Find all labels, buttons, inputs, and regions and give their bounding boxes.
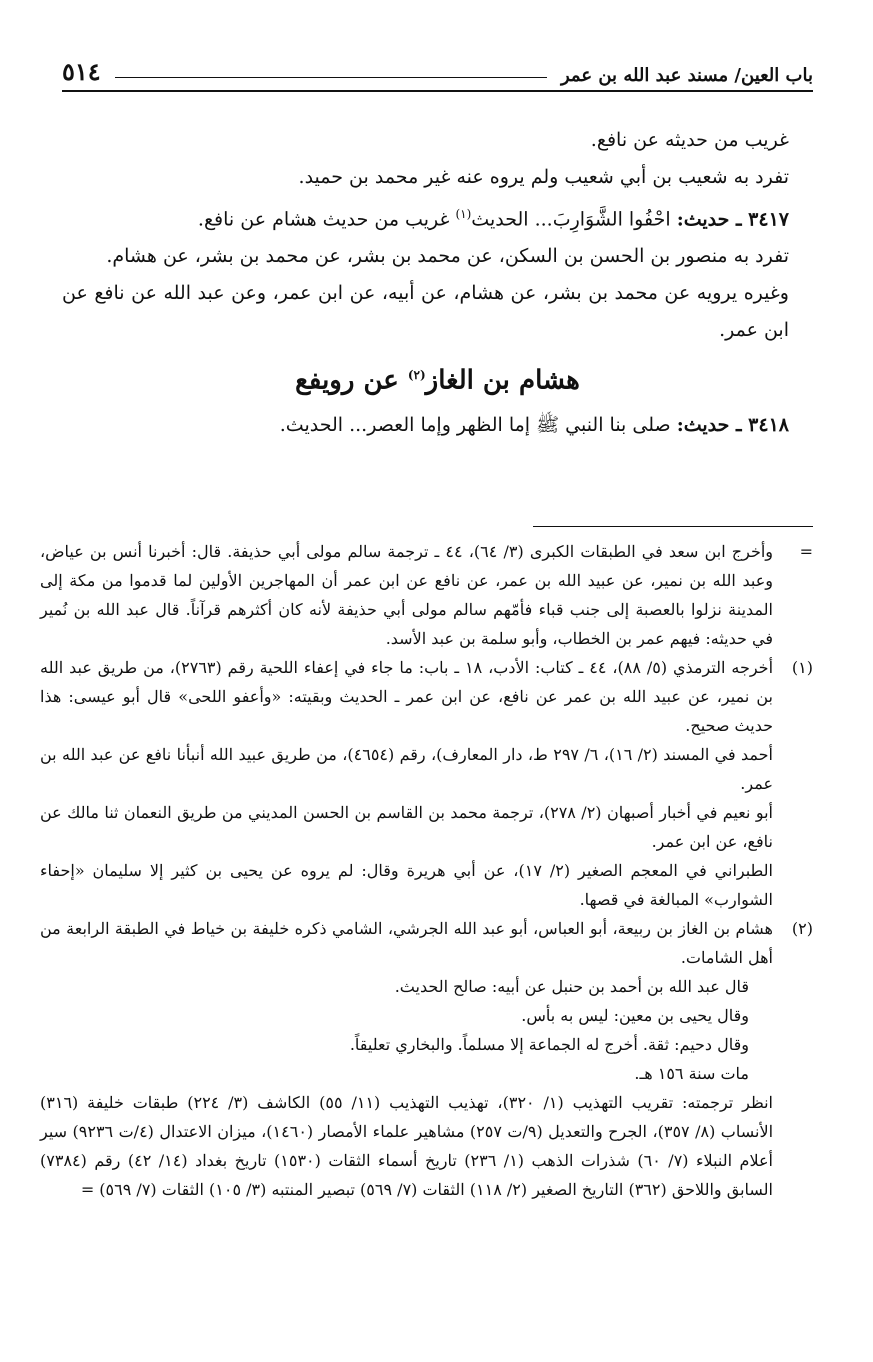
footnote-text: وأخرج ابن سعد في الطبقات الكبرى (٣/ ٦٤)، ٤٤ ـ ترجمة سالم مولى أبي حذيفة. قال: أخبرنا أنس بن عياض، وعبد الله بن نمير، عن عبيد الله بن عمر، عن نافع عن ابن عمر أن المهاجرين الأولين لما قدموا من مكة إلى المدينة نزلوا بالعصبة إلى جنب قباء فأمّهم سالم مولى أبي حذيفة لأنه كان أكثرهم قرآناً. قال عبد الله بن نُمير في حديثه: فيهم عمر بن الخطاب، وأبو سلمة بن عبد الأسد. <box>40 542 774 648</box>
footnote-mark <box>773 1088 813 1204</box>
footnote-mark: (٢) <box>791 919 813 938</box>
text-line: تفرد به شعيب بن أبي شعيب ولم يروه عنه غير محمد بن حميد. <box>298 166 789 188</box>
heading-text: عن رويفع <box>295 365 399 396</box>
hadith-number: ٣٤١٨ ـ حديث: <box>676 413 789 436</box>
footnote-text: وقال دحيم: ثقة. أخرج له الجماعة إلا مسلماً. والبخاري تعليقاً. <box>349 1035 749 1054</box>
footnote-text: وقال يحيى بن معين: ليس به بأس. <box>521 1006 749 1025</box>
footnote-text: انظر ترجمته: تقريب التهذيب (١/ ٣٢٠)، تهذيب التهذيب (١١/ ٥٥) الكاشف (٣/ ٢٢٤) طبقات خليفة (٣١٦) الأنساب (٨/ ٣٥٧)، الجرح والتعديل (٩/ت ٢٥٧) مشاهير علماء الأمصار (١٤٦٠)، ميزان الاعتدال (٤/ت ٩٢٣٦) سير أعلام النبلاء (٧/ ٦٠) شذرات الذهب (١/ ٢٣٦) تاريخ أسماء الثقات (١٥٣٠) تاريخ بغداد (١٤/ ٤٢) رقم (٧٣٨٤) السابق واللاحق (٣٦٢) التاريخ الصغير (٢/ ١١٨) الثقات (٧/ ٥٦٩) تبصير المنتبه (٣/ ١٠٥) الثقات (٧/ ٥٦٩) = <box>40 1093 774 1199</box>
text-line: وغيره يرويه عن محمد بن بشر، عن هشام، عن أبيه، عن ابن عمر، وعن عبد الله عن نافع عن ابن عمر. <box>62 282 789 342</box>
footnote-text: هشام بن الغاز بن ربيعة، أبو العباس، أبو عبد الله الجرشي، الشامي ذكره خليفة بن خياط في الطبقة الرابعة من أهل الشامات. <box>40 919 773 967</box>
hadith-text: احْفُوا الشَّوَارِبَ... الحديث <box>471 208 671 231</box>
text-line: غريب من حديثه عن نافع. <box>590 129 789 151</box>
hadith-number: ٣٤١٧ ـ حديث: <box>676 208 789 231</box>
footnote-ref: (٢) <box>407 368 426 383</box>
page-header <box>62 52 813 92</box>
footnote <box>40 653 813 914</box>
section-heading <box>62 349 813 407</box>
footnote-text: أحمد في المسند (٢/ ١٦)، ٦/ ٢٩٧ ط، دار المعارف)، رقم (٤٦٥٤)، من طريق عبيد الله أنبأنا نافع عن عبد الله بن عمر. <box>40 745 773 793</box>
hadith-text: غريب من حديث هشام عن نافع. <box>197 208 450 231</box>
footnote-mark: = <box>799 542 813 561</box>
footnote-text: أبو نعيم في أخبار أصبهان (٢/ ٢٧٨)، ترجمة محمد بن القاسم بن الحسن المديني من طريق النعمان ثنا مالك عن نافع، عن ابن عمر. <box>40 803 774 851</box>
footnote <box>40 537 813 653</box>
running-title: باب العين/ مسند عبد الله بن عمر <box>561 65 813 86</box>
footnote <box>40 1088 813 1204</box>
hadith-3418 <box>62 407 813 444</box>
header-rule <box>115 77 547 78</box>
footnote-text: أخرجه الترمذي (٥/ ٨٨)، ٤٤ ـ كتاب: الأدب، ١٨ ـ باب: ما جاء في إعفاء اللحية رقم (٢٧٦٣)، من طريق عبد الله بن نمير، عن عبيد الله بن عمر عن نافع، عن ابن عمر ـ الحديث وبقيته: «وأعفو اللحى» قال أبو عيسى: هذا حديث صحيح. <box>40 658 774 735</box>
hadith-text: صلى بنا النبي ﷺ إما الظهر وإما العصر... الحديث. <box>279 413 671 436</box>
footnotes <box>40 537 813 1204</box>
footnote-ref: (١) <box>455 207 472 221</box>
footnote-separator <box>533 526 813 527</box>
footnote-text: قال عبد الله بن أحمد بن حنبل عن أبيه: صالح الحديث. <box>394 977 749 996</box>
footnote-text: مات سنة ١٥٦ هـ. <box>634 1064 749 1083</box>
main-text <box>62 122 813 444</box>
heading-text: هشام بن الغاز <box>425 365 580 396</box>
page-number: ٥١٤ <box>62 57 101 86</box>
text-line: تفرد به منصور بن الحسن بن السكن، عن محمد بن بشر، عن محمد بن بشر، عن هشام. <box>106 245 789 268</box>
footnote-mark: (١) <box>791 658 813 677</box>
footnote <box>40 914 813 1088</box>
footnote-text: الطبراني في المعجم الصغير (٢/ ١٧)، عن أبي هريرة وقال: لم يروه عن يحيى بن كثير إلا سليمان «إحفاء الشوارب» المبالغة في قصها. <box>40 861 774 909</box>
hadith-3417 <box>62 196 813 238</box>
